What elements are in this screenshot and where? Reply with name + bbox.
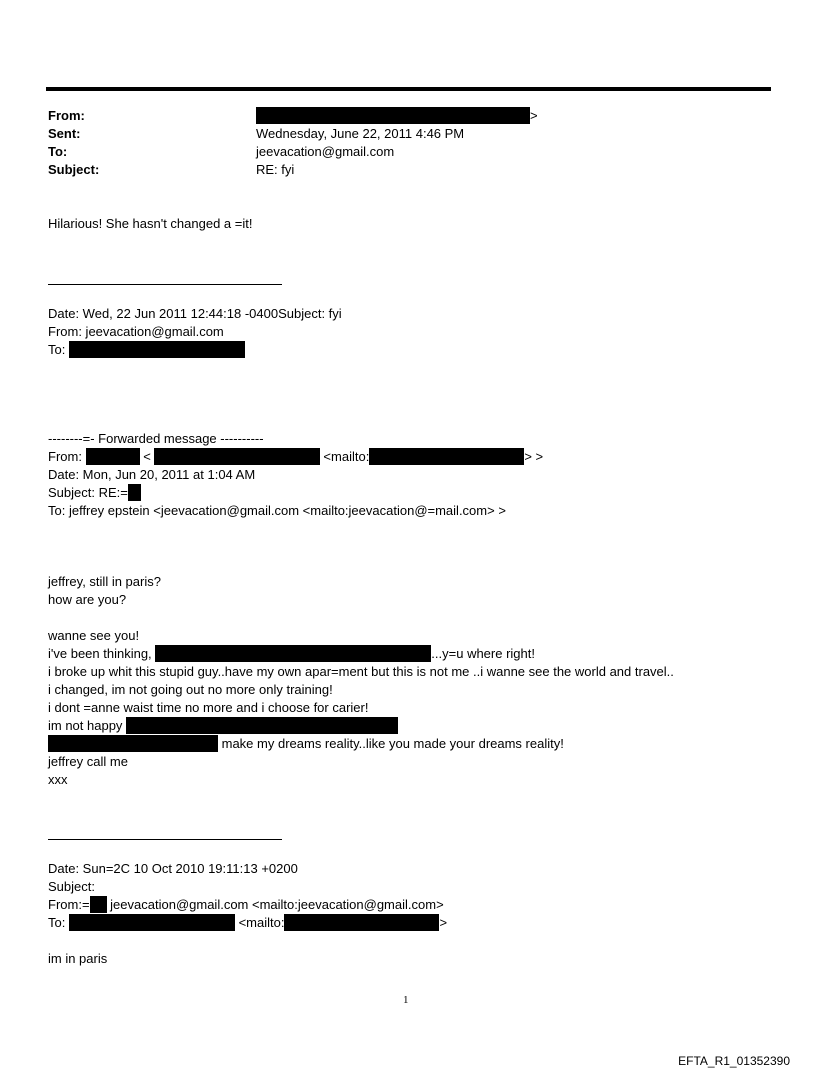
message-line-9-text: make my dreams reality..like you made your dreams reality!	[221, 736, 564, 751]
message-line-1: jeffrey, still in paris?	[48, 574, 161, 589]
redaction-block	[90, 896, 107, 913]
redaction-block	[48, 735, 218, 752]
message-line-4	[48, 645, 535, 663]
header-rule	[46, 87, 771, 91]
redaction-block	[69, 914, 235, 931]
separator-rule	[48, 839, 282, 840]
subject-label: Subject:	[48, 162, 100, 177]
quoted2-to-label: To:	[48, 915, 66, 930]
forwarded-mailto: <mailto:	[323, 449, 370, 464]
forwarded-to: To: jeffrey epstein <jeevacation@gmail.com <mailto:jeevacation@=mail.com> >	[48, 503, 506, 518]
to-value: jeevacation@gmail.com	[256, 144, 395, 159]
quoted2-from-rest: jeevacation@gmail.com <mailto:jeevacation@gmail.com>	[110, 897, 444, 912]
message-line-11: xxx	[48, 772, 68, 787]
message-line-3: wanne see you!	[48, 628, 140, 643]
quoted2-from-prefix: From:=	[48, 897, 90, 912]
reply-body: Hilarious! She hasn't changed a =it!	[48, 216, 253, 231]
forwarded-subject	[48, 484, 141, 502]
quoted1-from: From: jeevacation@gmail.com	[48, 324, 224, 339]
quoted2-subject: Subject:	[48, 879, 95, 894]
from-value	[256, 107, 538, 125]
quoted1-date: Date: Wed, 22 Jun 2011 12:44:18 -0400Subject: fyi	[48, 306, 342, 321]
quoted2-date: Date: Sun=2C 10 Oct 2010 19:11:13 +0200	[48, 861, 298, 876]
forwarded-from	[48, 448, 543, 466]
to-label: To:	[48, 144, 68, 159]
forwarded-marker: --------=- Forwarded message ----------	[48, 431, 264, 446]
message-line-8	[48, 717, 398, 735]
message-line-5: i broke up whit this stupid guy..have my own apar=ment but this is not me ..i wanne see the world and travel..	[48, 664, 674, 679]
redaction-block	[69, 341, 245, 358]
forwarded-from-label: From:	[48, 449, 82, 464]
message-line-6: i changed, im not going out no more only training!	[48, 682, 333, 697]
redaction-block	[86, 448, 140, 465]
from-suffix: >	[530, 108, 538, 123]
document-id: EFTA_R1_01352390	[678, 1054, 790, 1068]
from-label: From:	[48, 108, 85, 123]
message-line-10: jeffrey call me	[48, 754, 128, 769]
sent-value: Wednesday, June 22, 2011 4:46 PM	[256, 126, 465, 141]
sent-label: Sent:	[48, 126, 81, 141]
redaction-block	[126, 717, 398, 734]
subject-value: RE: fyi	[256, 162, 295, 177]
quoted2-from	[48, 896, 444, 914]
quoted2-body: im in paris	[48, 951, 108, 966]
quoted1-to	[48, 341, 245, 359]
redaction-block	[284, 914, 439, 931]
redaction-block	[154, 448, 320, 465]
page-number: 1	[403, 994, 409, 1006]
forwarded-date: Date: Mon, Jun 20, 2011 at 1:04 AM	[48, 467, 256, 482]
redaction-block	[128, 484, 141, 501]
redaction-block	[369, 448, 524, 465]
quoted2-mailto: <mailto:	[238, 915, 285, 930]
quoted2-to	[48, 914, 447, 932]
message-line-9	[48, 735, 564, 753]
redaction-block	[256, 107, 530, 124]
forwarded-lt: <	[143, 449, 151, 464]
quoted2-gt: >	[439, 915, 448, 930]
redaction-block	[155, 645, 431, 662]
message-line-7: i dont =anne waist time no more and i choose for carier!	[48, 700, 369, 715]
message-line-8-text: im not happy	[48, 718, 123, 733]
message-line-4b: ...y=u where right!	[431, 646, 535, 661]
message-line-2: how are you?	[48, 592, 127, 607]
forwarded-subject-label: Subject: RE:=	[48, 485, 128, 500]
message-line-4a: i've been thinking,	[48, 646, 152, 661]
quoted1-to-label: To:	[48, 342, 66, 357]
forwarded-gtgt: > >	[524, 449, 544, 464]
separator-rule	[48, 284, 282, 285]
